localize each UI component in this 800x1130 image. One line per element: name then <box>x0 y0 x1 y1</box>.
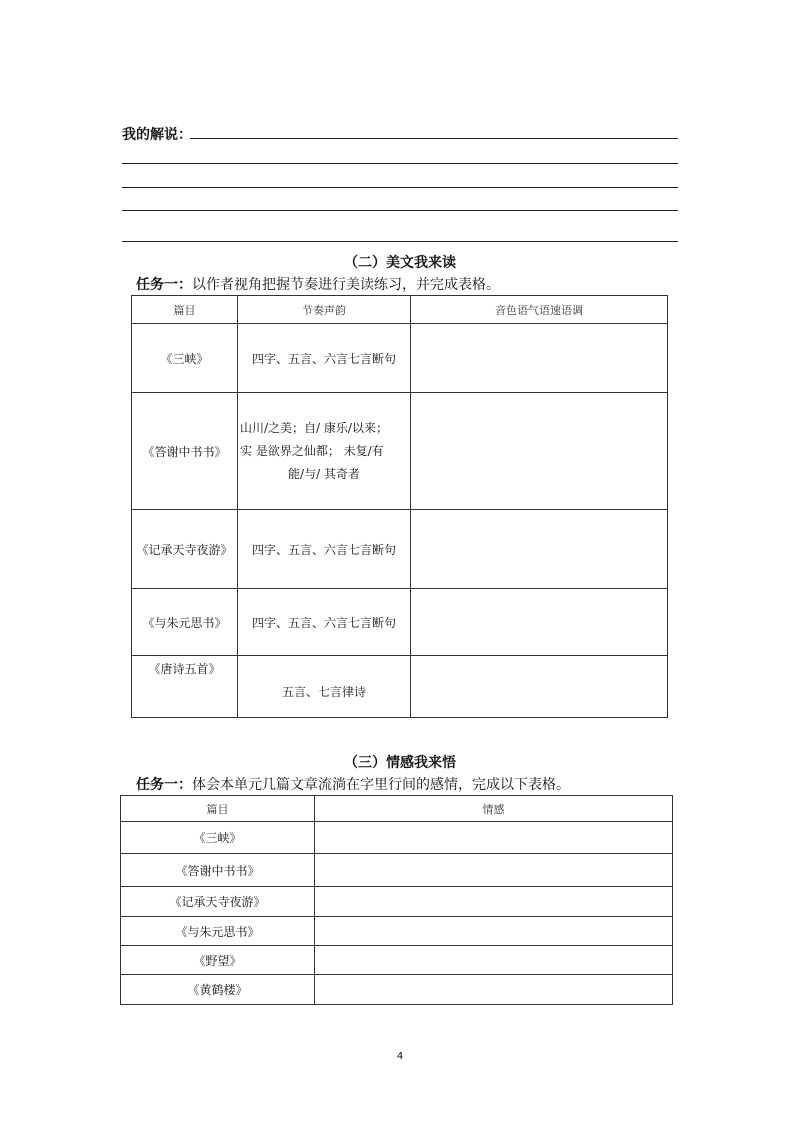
row-rhythm: 四字、五言、六言七言断句 <box>238 589 411 656</box>
answer-line-1[interactable] <box>190 138 678 139</box>
answer-line-4[interactable] <box>122 210 678 211</box>
section3-task <box>136 774 570 794</box>
table-row <box>121 917 673 946</box>
table-row <box>121 887 673 917</box>
row-title: 《三峡》 <box>121 822 315 854</box>
answer-line-2[interactable] <box>122 163 678 164</box>
row-tone-input[interactable] <box>411 510 668 589</box>
row-title: 《三峡》 <box>132 324 238 393</box>
rhythm-line: 能/与/ 其奇者 <box>288 466 360 481</box>
table-row <box>132 324 668 393</box>
table-row <box>132 510 668 589</box>
rhythm-table <box>131 295 668 718</box>
section3-task-prefix: 任务一： <box>136 777 192 793</box>
row-emotion-input[interactable] <box>315 822 673 854</box>
row-title: 《答谢中书书》 <box>132 393 238 510</box>
page-number: 4 <box>396 1051 404 1062</box>
header-rhythm: 节奏声韵 <box>238 296 411 324</box>
section2-heading: （二）美文我来读 <box>344 255 456 271</box>
row-rhythm: 四字、五言、六言七言断句 <box>238 324 411 393</box>
row-title: 《与朱元思书》 <box>121 917 315 946</box>
row-tone-input[interactable] <box>411 656 668 718</box>
row-tone-input[interactable] <box>411 589 668 656</box>
section3-heading: （三）情感我来悟 <box>344 755 456 771</box>
row-title: 《记承天寺夜游》 <box>132 510 238 589</box>
header-title: 篇目 <box>121 796 315 822</box>
rhythm-line: 山川/之美；自/ 康乐/以来； <box>240 420 388 435</box>
table-row <box>121 975 673 1005</box>
row-emotion-input[interactable] <box>315 946 673 975</box>
section3-task-text: 体会本单元几篇文章流淌在字里行间的感情，完成以下表格。 <box>192 777 570 793</box>
table-header-row <box>132 296 668 324</box>
row-emotion-input[interactable] <box>315 975 673 1005</box>
answer-line-5[interactable] <box>122 241 678 242</box>
row-rhythm: 四字、五言、六言七言断句 <box>238 510 411 589</box>
row-emotion-input[interactable] <box>315 917 673 946</box>
row-tone-input[interactable] <box>411 393 668 510</box>
table-row <box>121 946 673 975</box>
row-title: 《答谢中书书》 <box>121 854 315 887</box>
section2-task <box>136 274 500 294</box>
table-header-row <box>121 796 673 822</box>
header-tone: 音色语气语速语调 <box>411 296 668 324</box>
row-rhythm: 五言、七言律诗 <box>238 656 411 718</box>
emotion-table <box>120 795 673 1005</box>
rhythm-line: 实 是欲界之仙都； 未复/有 <box>240 443 384 458</box>
section2-task-prefix: 任务一： <box>136 277 192 293</box>
row-title: 《记承天寺夜游》 <box>121 887 315 917</box>
row-title: 《唐诗五首》 <box>132 656 238 718</box>
table-row <box>132 589 668 656</box>
row-tone-input[interactable] <box>411 324 668 393</box>
table-row <box>121 854 673 887</box>
table-row <box>132 393 668 510</box>
explanation-label: 我的解说： <box>122 127 192 143</box>
section2-task-text: 以作者视角把握节奏进行美读练习，并完成表格。 <box>192 277 500 293</box>
answer-line-3[interactable] <box>122 187 678 188</box>
table-row <box>132 656 668 718</box>
row-title: 《与朱元思书》 <box>132 589 238 656</box>
row-emotion-input[interactable] <box>315 887 673 917</box>
table-row <box>121 822 673 854</box>
row-title: 《野望》 <box>121 946 315 975</box>
header-emotion: 情感 <box>315 796 673 822</box>
row-title: 《黄鹤楼》 <box>121 975 315 1005</box>
row-rhythm <box>238 393 411 510</box>
row-emotion-input[interactable] <box>315 854 673 887</box>
header-title: 篇目 <box>132 296 238 324</box>
